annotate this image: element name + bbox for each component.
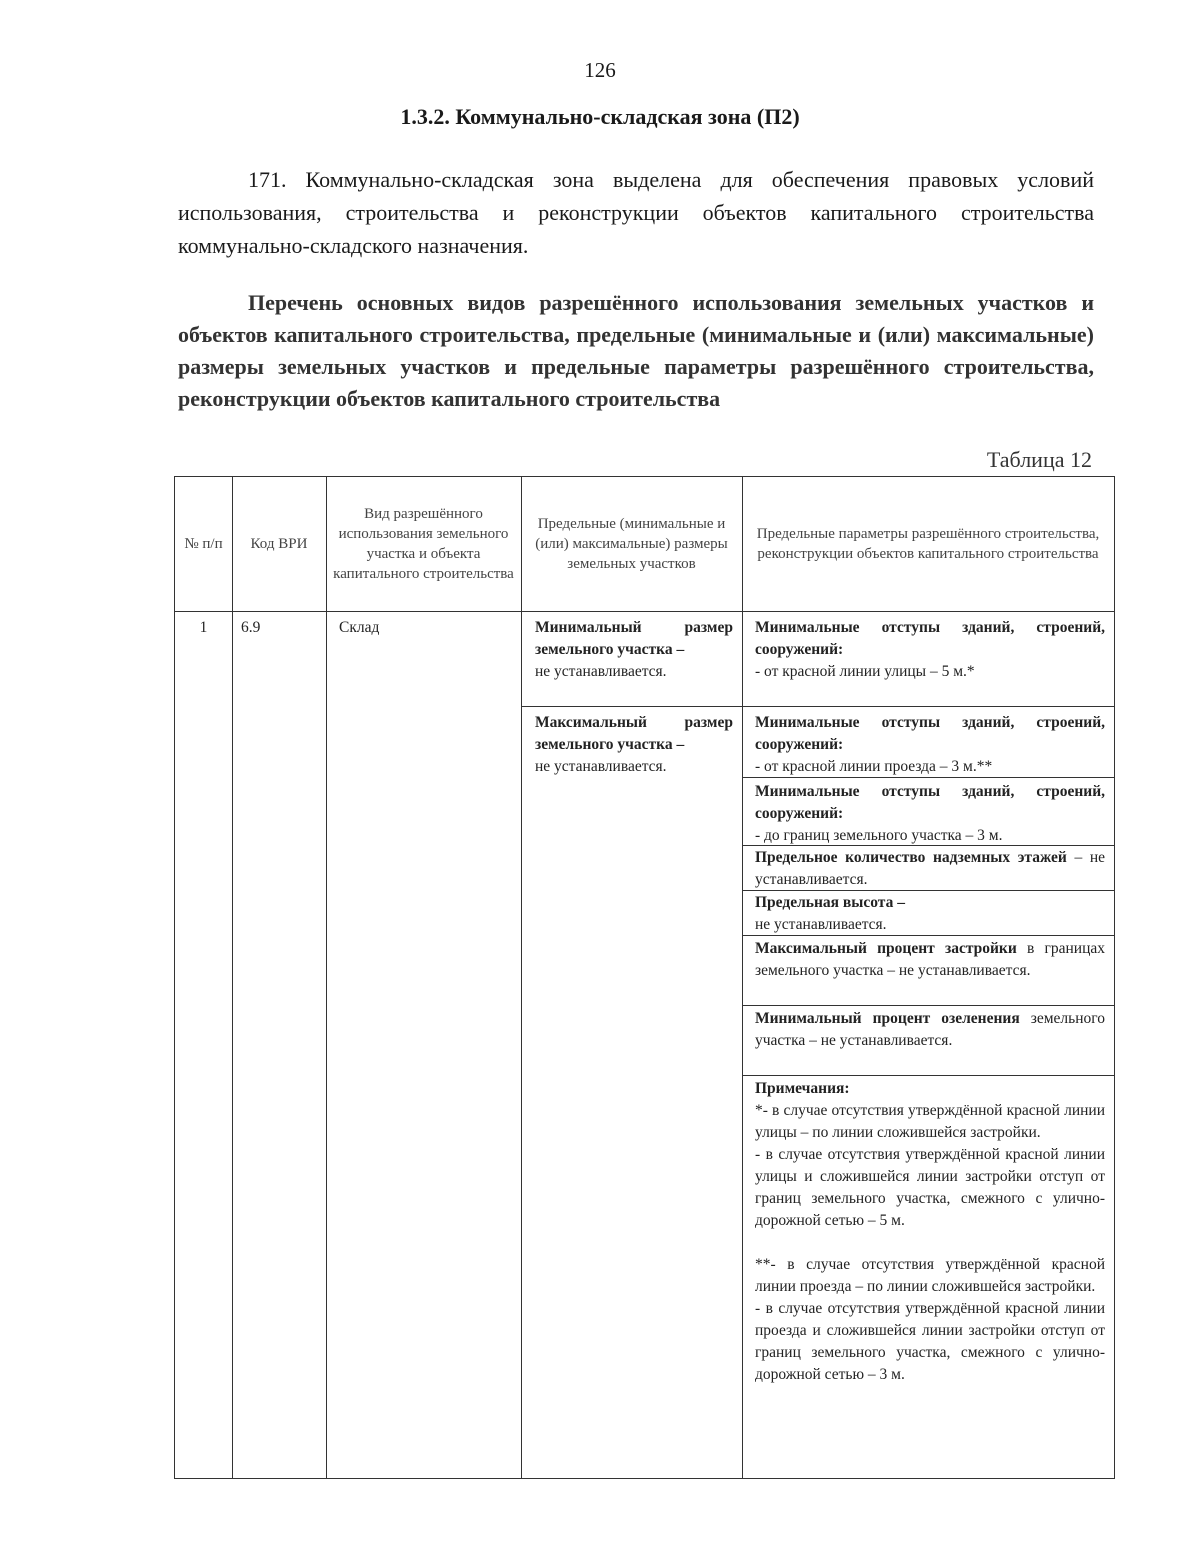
- size-min-title: Минимальный размер земельного участка –: [535, 619, 733, 658]
- header-sizes: Предельные (минимальные и (или) максимальные) размеры земельных участков: [535, 516, 728, 572]
- row-divider: [521, 706, 1114, 707]
- row-num: 1: [199, 619, 208, 636]
- param-title: Максимальный процент застройки: [755, 940, 1017, 957]
- size-max-title: Максимальный размер земельного участка –: [535, 714, 733, 753]
- param-max-coverage: [755, 938, 1105, 982]
- column-divider: [742, 477, 743, 1478]
- param-value: земельного участка – не устанавливается.: [755, 1010, 1106, 1049]
- param-floors: [755, 847, 1105, 891]
- param-min-greening: [755, 1008, 1105, 1052]
- note-item: *- в случае отсутствия утверждённой красной линии улицы – по линии сложившейся застройки.: [755, 1102, 1105, 1141]
- param-value: – не устанавливается.: [755, 849, 1105, 888]
- notes-block: [755, 1078, 1105, 1386]
- page-number: 126: [584, 58, 616, 82]
- notes-title: Примечания:: [755, 1080, 850, 1097]
- param-value: - от красной линии проезда – 3 м.**: [755, 758, 993, 775]
- size-min-value: не устанавливается.: [535, 663, 667, 680]
- column-divider: [326, 477, 327, 1478]
- param-title: Минимальные отступы зданий, строений, сооружений:: [755, 714, 1105, 753]
- column-divider: [232, 477, 233, 1478]
- param-setback-street: [755, 617, 1105, 683]
- note-item: **- в случае отсутствия утверждённой красной линии проезда – по линии сложившейся застройки.: [755, 1256, 1105, 1295]
- header-kind: Вид разрешённого использования земельного участка и объекта капитального строительства: [333, 506, 514, 582]
- param-value: - от красной линии улицы – 5 м.*: [755, 663, 975, 680]
- note-item: - в случае отсутствия утверждённой красной линии проезда и сложившейся линии застройки отступ от границ земельного участка, смежного с улично-дорожной сетью – 3 м.: [755, 1300, 1105, 1383]
- header-code: Код ВРИ: [250, 536, 308, 552]
- row-divider: [742, 1005, 1114, 1006]
- param-title: Минимальные отступы зданий, строений, сооружений:: [755, 619, 1105, 658]
- param-title: Предельное количество надземных этажей: [755, 849, 1067, 866]
- header-num: № п/п: [184, 536, 223, 552]
- header-divider: [175, 611, 1114, 612]
- param-setback-boundary: [755, 781, 1105, 847]
- section-title: 1.3.2. Коммунально-складская зона (П2): [400, 104, 800, 129]
- list-heading: Перечень основных видов разрешённого использования земельных участков и объектов капитального строительства, предельные (минимальные и (или) максимальные) размеры земельных участков и предельные параметры разрешённого строительства, реконструкции объектов капитального строительства: [178, 290, 1094, 411]
- param-setback-driveway: [755, 712, 1105, 778]
- column-divider: [521, 477, 522, 1478]
- row-divider: [742, 1075, 1114, 1076]
- table-label: Таблица 12: [986, 447, 1092, 472]
- param-title: Предельная высота –: [755, 894, 905, 911]
- param-height: [755, 892, 1105, 936]
- param-title: Минимальный процент озеленения: [755, 1010, 1020, 1027]
- intro-paragraph: 171. Коммунально-складская зона выделена для обеспечения правовых условий использования, строительства и реконструкции объектов капитального строительства коммунально-складского назначения.: [178, 167, 1094, 258]
- row-code: 6.9: [241, 619, 261, 636]
- zoning-table: [174, 476, 1115, 1479]
- size-max: [535, 712, 733, 778]
- param-value: не устанавливается.: [755, 916, 887, 933]
- note-item: - в случае отсутствия утверждённой красной линии улицы и сложившейся линии застройки отступ от границ земельного участка, смежного с улично-дорожной сетью – 5 м.: [755, 1146, 1105, 1229]
- param-value: в границах земельного участка – не устанавливается.: [755, 940, 1105, 979]
- size-max-value: не устанавливается.: [535, 758, 667, 775]
- param-title: Минимальные отступы зданий, строений, сооружений:: [755, 783, 1105, 822]
- row-kind: Склад: [339, 619, 380, 636]
- header-params: Предельные параметры разрешённого строительства, реконструкции объектов капитального строительства: [756, 526, 1100, 562]
- param-value: - до границ земельного участка – 3 м.: [755, 827, 1003, 844]
- size-min: [535, 617, 733, 683]
